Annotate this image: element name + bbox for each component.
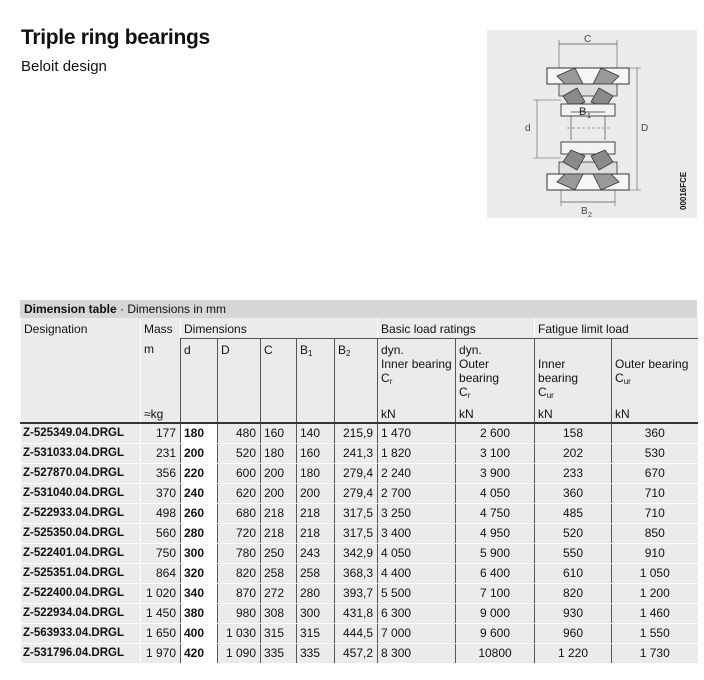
cell-cr_out: 4 050 [456, 483, 535, 503]
label-d-small: d [525, 123, 531, 134]
cell-b1: 200 [297, 483, 335, 503]
table-row [21, 543, 698, 563]
cell-cur_in: 158 [535, 423, 612, 444]
cell-d: 520 [218, 443, 261, 463]
cell-m: 1 970 [141, 643, 181, 663]
label-b2: B [581, 206, 588, 217]
cell-d: 480 [218, 423, 261, 444]
cell-b1: 140 [297, 423, 335, 444]
cell-c: 180 [261, 443, 297, 463]
cell-cr_out: 2 600 [456, 423, 535, 444]
cell-b1: 160 [297, 443, 335, 463]
col-cur-outer: Outer bearing $C_{ur}$ [612, 338, 698, 404]
cell-m: 370 [141, 483, 181, 503]
cell-d: 260 [181, 503, 218, 523]
cell-cr_out: 5 900 [456, 543, 535, 563]
cell-cur_out: 1 550 [612, 623, 698, 643]
cell-d: 980 [218, 603, 261, 623]
cell-d: 300 [181, 543, 218, 563]
cell-designation: Z-522933.04.DRGL [21, 503, 141, 523]
table-caption-bold: Dimension table [24, 302, 117, 316]
label-b2-sub: 2 [588, 212, 592, 218]
cell-cr_in: 4 400 [378, 563, 456, 583]
cell-m: 231 [141, 443, 181, 463]
cell-cur_in: 233 [535, 463, 612, 483]
cell-d: 320 [181, 563, 218, 583]
cell-cur_out: 1 200 [612, 583, 698, 603]
cell-d: 400 [181, 623, 218, 643]
cell-d: 780 [218, 543, 261, 563]
cell-m: 1 020 [141, 583, 181, 603]
cell-d: 1 090 [218, 643, 261, 663]
cell-cr_out: 10800 [456, 643, 535, 663]
col-B1: $B_1$ [297, 338, 335, 404]
cell-cr_in: 1 820 [378, 443, 456, 463]
cell-cr_out: 3 900 [456, 463, 535, 483]
cell-c: 308 [261, 603, 297, 623]
cell-cr_in: 2 700 [378, 483, 456, 503]
blank-cell [261, 404, 297, 423]
table-row [21, 463, 698, 483]
cell-cur_out: 910 [612, 543, 698, 563]
cell-b1: 218 [297, 503, 335, 523]
cell-d: 870 [218, 583, 261, 603]
table-row [21, 563, 698, 583]
cell-cr_out: 9 000 [456, 603, 535, 623]
cell-cur_in: 485 [535, 503, 612, 523]
cell-c: 315 [261, 623, 297, 643]
col-cr-inner: dyn. Inner bearing $C_r$ [378, 338, 456, 404]
cell-cur_out: 530 [612, 443, 698, 463]
unit-kn: kN [456, 404, 535, 423]
table-row [21, 603, 698, 623]
cell-d: 240 [181, 483, 218, 503]
cell-c: 258 [261, 563, 297, 583]
cell-b1: 258 [297, 563, 335, 583]
cell-m: 560 [141, 523, 181, 543]
cell-b2: 444,5 [335, 623, 378, 643]
cell-cur_out: 1 050 [612, 563, 698, 583]
cell-designation: Z-525350.04.DRGL [21, 523, 141, 543]
cell-b1: 335 [297, 643, 335, 663]
cell-cr_out: 9 600 [456, 623, 535, 643]
cell-designation: Z-522400.04.DRGL [21, 583, 141, 603]
cell-cur_in: 520 [535, 523, 612, 543]
unit-kn: kN [612, 404, 698, 423]
cell-b2: 241,3 [335, 443, 378, 463]
table-caption-rest: · Dimensions in mm [116, 302, 227, 316]
cell-cr_in: 2 240 [378, 463, 456, 483]
cell-designation: Z-531796.04.DRGL [21, 643, 141, 663]
cell-cur_out: 710 [612, 483, 698, 503]
cell-c: 200 [261, 483, 297, 503]
cell-d: 200 [181, 443, 218, 463]
cell-d: 1 030 [218, 623, 261, 643]
cell-b1: 315 [297, 623, 335, 643]
table-row [21, 523, 698, 543]
cell-designation: Z-531040.04.DRGL [21, 483, 141, 503]
cell-cr_out: 4 750 [456, 503, 535, 523]
table-row [21, 583, 698, 603]
unit-kn: kN [535, 404, 612, 423]
cell-d: 420 [181, 643, 218, 663]
cell-cr_out: 3 100 [456, 443, 535, 463]
cell-b2: 457,2 [335, 643, 378, 663]
cell-b1: 218 [297, 523, 335, 543]
cell-cur_out: 850 [612, 523, 698, 543]
cell-d: 380 [181, 603, 218, 623]
cell-d: 680 [218, 503, 261, 523]
cell-b2: 317,5 [335, 503, 378, 523]
cell-m: 356 [141, 463, 181, 483]
cell-b2: 279,4 [335, 463, 378, 483]
cell-b2: 317,5 [335, 523, 378, 543]
table-row [21, 623, 698, 643]
col-B2: $B_2$ [335, 338, 378, 404]
cell-cur_out: 710 [612, 503, 698, 523]
table-caption [20, 300, 697, 318]
col-d: d [181, 338, 218, 404]
cell-b2: 215,9 [335, 423, 378, 444]
cell-designation: Z-563933.04.DRGL [21, 623, 141, 643]
cell-b2: 368,3 [335, 563, 378, 583]
cell-c: 218 [261, 503, 297, 523]
cell-b1: 180 [297, 463, 335, 483]
table-row [21, 483, 698, 503]
cell-b2: 393,7 [335, 583, 378, 603]
cell-cr_in: 5 500 [378, 583, 456, 603]
cell-b1: 280 [297, 583, 335, 603]
cell-b2: 431,8 [335, 603, 378, 623]
cell-d: 220 [181, 463, 218, 483]
col-fatigue: Fatigue limit load [535, 318, 698, 338]
col-D: D [218, 338, 261, 404]
cell-designation: Z-522401.04.DRGL [21, 543, 141, 563]
cell-d: 280 [181, 523, 218, 543]
cell-c: 218 [261, 523, 297, 543]
cell-cr_out: 7 100 [456, 583, 535, 603]
col-designation: Designation [21, 318, 141, 338]
cell-d: 340 [181, 583, 218, 603]
cell-cur_in: 202 [535, 443, 612, 463]
cell-designation: Z-525351.04.DRGL [21, 563, 141, 583]
bearing-cross-section-icon [487, 30, 697, 218]
cell-cur_in: 360 [535, 483, 612, 503]
blank-cell [21, 404, 141, 423]
dimension-table [20, 318, 698, 664]
col-mass: Mass [141, 318, 181, 338]
table-row [21, 423, 698, 444]
page-subtitle: Beloit design [21, 58, 107, 75]
cell-d: 620 [218, 483, 261, 503]
figure-code: 00016FCE [679, 171, 688, 210]
blank-cell [218, 404, 261, 423]
cell-cr_in: 7 000 [378, 623, 456, 643]
cell-b1: 243 [297, 543, 335, 563]
cell-d: 180 [181, 423, 218, 444]
cell-m: 750 [141, 543, 181, 563]
cell-cr_out: 6 400 [456, 563, 535, 583]
blank-cell [297, 404, 335, 423]
unit-kn: kN [378, 404, 456, 423]
cell-cur_in: 1 220 [535, 643, 612, 663]
blank-cell [335, 404, 378, 423]
label-d-big: D [641, 123, 649, 134]
col-mass-sym: m [141, 338, 181, 404]
cell-c: 200 [261, 463, 297, 483]
label-c: C [584, 34, 592, 45]
blank-cell [181, 404, 218, 423]
cell-c: 250 [261, 543, 297, 563]
col-cr-outer: dyn. Outer bearing $C_r$ [456, 338, 535, 404]
cell-cur_in: 930 [535, 603, 612, 623]
page-title: Triple ring bearings [21, 26, 210, 49]
cell-m: 864 [141, 563, 181, 583]
cell-cur_out: 1 460 [612, 603, 698, 623]
blank-cell [21, 338, 141, 404]
col-dimensions: Dimensions [181, 318, 378, 338]
cell-designation: Z-522934.04.DRGL [21, 603, 141, 623]
col-mass-unit: ≈kg [141, 404, 181, 423]
col-basic-load: Basic load ratings [378, 318, 535, 338]
cell-cr_in: 1 470 [378, 423, 456, 444]
cell-cur_out: 670 [612, 463, 698, 483]
cell-cur_in: 820 [535, 583, 612, 603]
cell-m: 177 [141, 423, 181, 444]
cell-d: 820 [218, 563, 261, 583]
cell-cur_in: 960 [535, 623, 612, 643]
cell-c: 160 [261, 423, 297, 444]
cell-m: 498 [141, 503, 181, 523]
cell-cr_out: 4 950 [456, 523, 535, 543]
col-cur-inner: Inner bearing $C_{ur}$ [535, 338, 612, 404]
cell-cur_in: 610 [535, 563, 612, 583]
cell-c: 335 [261, 643, 297, 663]
cell-m: 1 650 [141, 623, 181, 643]
label-b1-sub: 1 [587, 113, 591, 120]
cell-b1: 300 [297, 603, 335, 623]
cell-d: 600 [218, 463, 261, 483]
cell-designation: Z-531033.04.DRGL [21, 443, 141, 463]
cell-cr_in: 6 300 [378, 603, 456, 623]
cell-b2: 279,4 [335, 483, 378, 503]
table-row [21, 503, 698, 523]
cell-cr_in: 4 050 [378, 543, 456, 563]
cell-designation: Z-525349.04.DRGL [21, 423, 141, 444]
cell-cur_out: 1 730 [612, 643, 698, 663]
table-row [21, 643, 698, 663]
cell-cr_in: 8 300 [378, 643, 456, 663]
table-row [21, 443, 698, 463]
cell-designation: Z-527870.04.DRGL [21, 463, 141, 483]
bearing-drawing [487, 30, 697, 218]
cell-cr_in: 3 250 [378, 503, 456, 523]
cell-m: 1 450 [141, 603, 181, 623]
label-b1: B [579, 106, 587, 118]
cell-cur_out: 360 [612, 423, 698, 444]
cell-c: 272 [261, 583, 297, 603]
cell-b2: 342,9 [335, 543, 378, 563]
dimension-table-section [20, 300, 697, 664]
cell-d: 720 [218, 523, 261, 543]
col-C: C [261, 338, 297, 404]
cell-cur_in: 550 [535, 543, 612, 563]
cell-cr_in: 3 400 [378, 523, 456, 543]
